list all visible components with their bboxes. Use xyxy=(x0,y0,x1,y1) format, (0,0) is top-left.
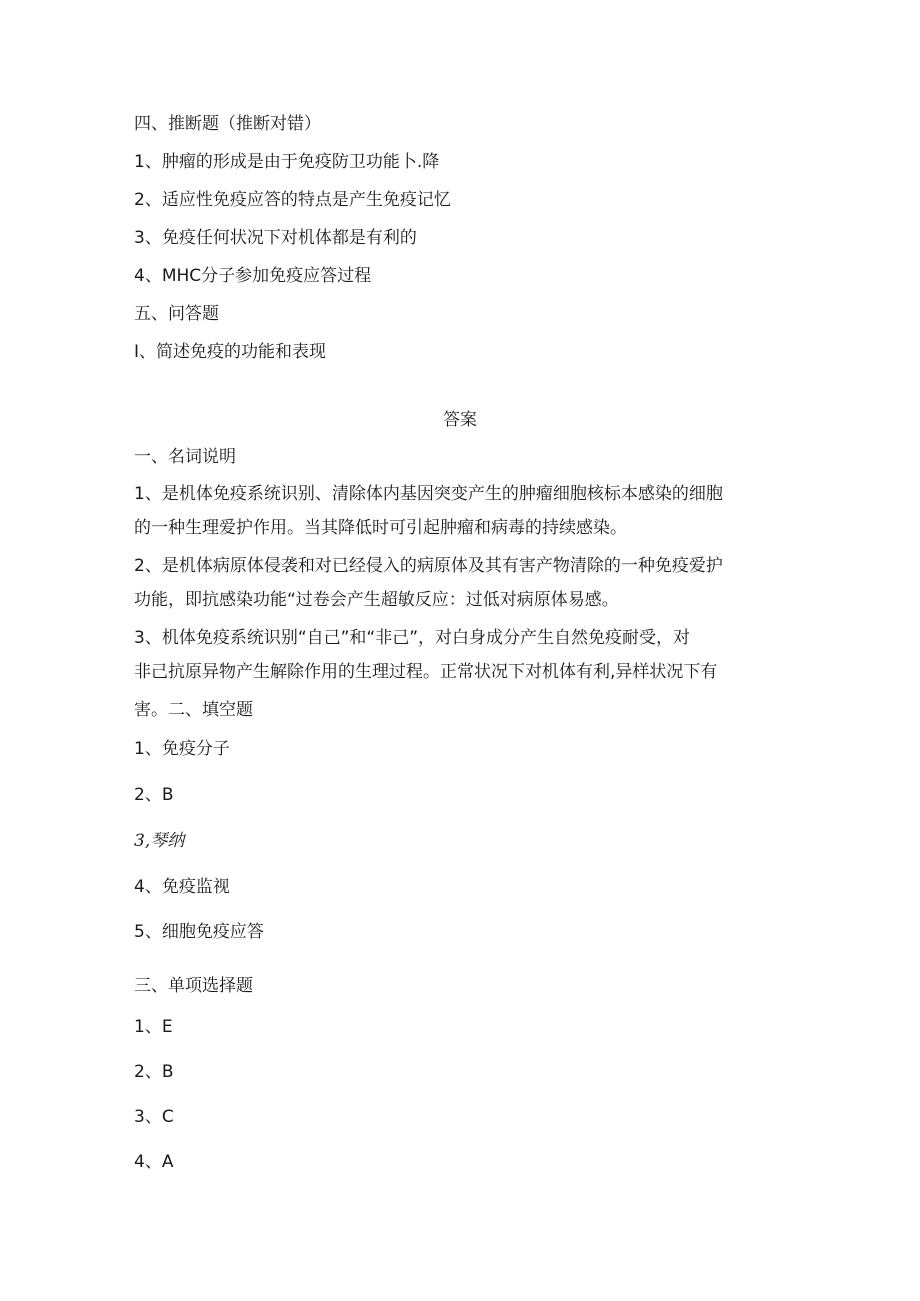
terms-line-3: 2、是机体病原体侵袭和对已经侵入的病原体及其有害产物清除的一种免疫爱护 xyxy=(134,556,723,576)
fill-item-3: 3,琴纳 xyxy=(134,831,185,851)
judge-item-3: 3、免疫任何状况下对机体都是有利的 xyxy=(134,228,417,248)
fill-item-4: 4、免疫监视 xyxy=(134,877,230,897)
terms-line-2: 的一种生理爱护作用。当其降低时可引起肿瘤和病毒的持续感染。 xyxy=(134,518,627,538)
judge-item-1: 1、肿瘤的形成是由于免疫防卫功能卜.降 xyxy=(134,152,440,172)
choice-item-3: 3、C xyxy=(134,1107,174,1127)
terms-heading: 一、名词说明 xyxy=(134,447,236,467)
terms-line-5: 3、机体免疫系统识别“自己”和“非己”，对白身成分产生自然免疫耐受，对 xyxy=(134,628,691,648)
choice-heading: 三、单项选择题 xyxy=(134,976,253,996)
judge-section-heading: 四、推断题（推断对错） xyxy=(134,114,321,134)
qa-item-1: I、简述免疫的功能和表现 xyxy=(134,342,327,362)
fill-item-1: 1、免疫分子 xyxy=(134,739,230,759)
terms-line-7: 害。二、填空题 xyxy=(134,700,253,720)
terms-line-1: 1、是机体免疫系统识别、清除体内基因突变产生的肿瘤细胞核标本感染的细胞 xyxy=(134,484,723,504)
qa-section-heading: 五、问答题 xyxy=(134,304,219,324)
terms-line-6: 非己抗原异物产生解除作用的生理过程。正常状况下对机体有利,异样状况下有 xyxy=(134,662,718,682)
choice-item-1: 1、E xyxy=(134,1017,173,1037)
choice-item-2: 2、B xyxy=(134,1062,174,1082)
answers-title: 答案 xyxy=(443,410,477,430)
fill-item-2: 2、B xyxy=(134,785,174,805)
fill-item-5: 5、细胞免疫应答 xyxy=(134,922,264,942)
terms-line-4: 功能，即抗感染功能“过卷会产生超敏反应：过低对病原体易感。 xyxy=(134,590,619,610)
judge-item-4: 4、MHC分子参加免疫应答过程 xyxy=(134,266,372,286)
choice-item-4: 4、A xyxy=(134,1152,174,1172)
judge-item-2: 2、适应性免疫应答的特点是产生免疫记忆 xyxy=(134,190,451,210)
